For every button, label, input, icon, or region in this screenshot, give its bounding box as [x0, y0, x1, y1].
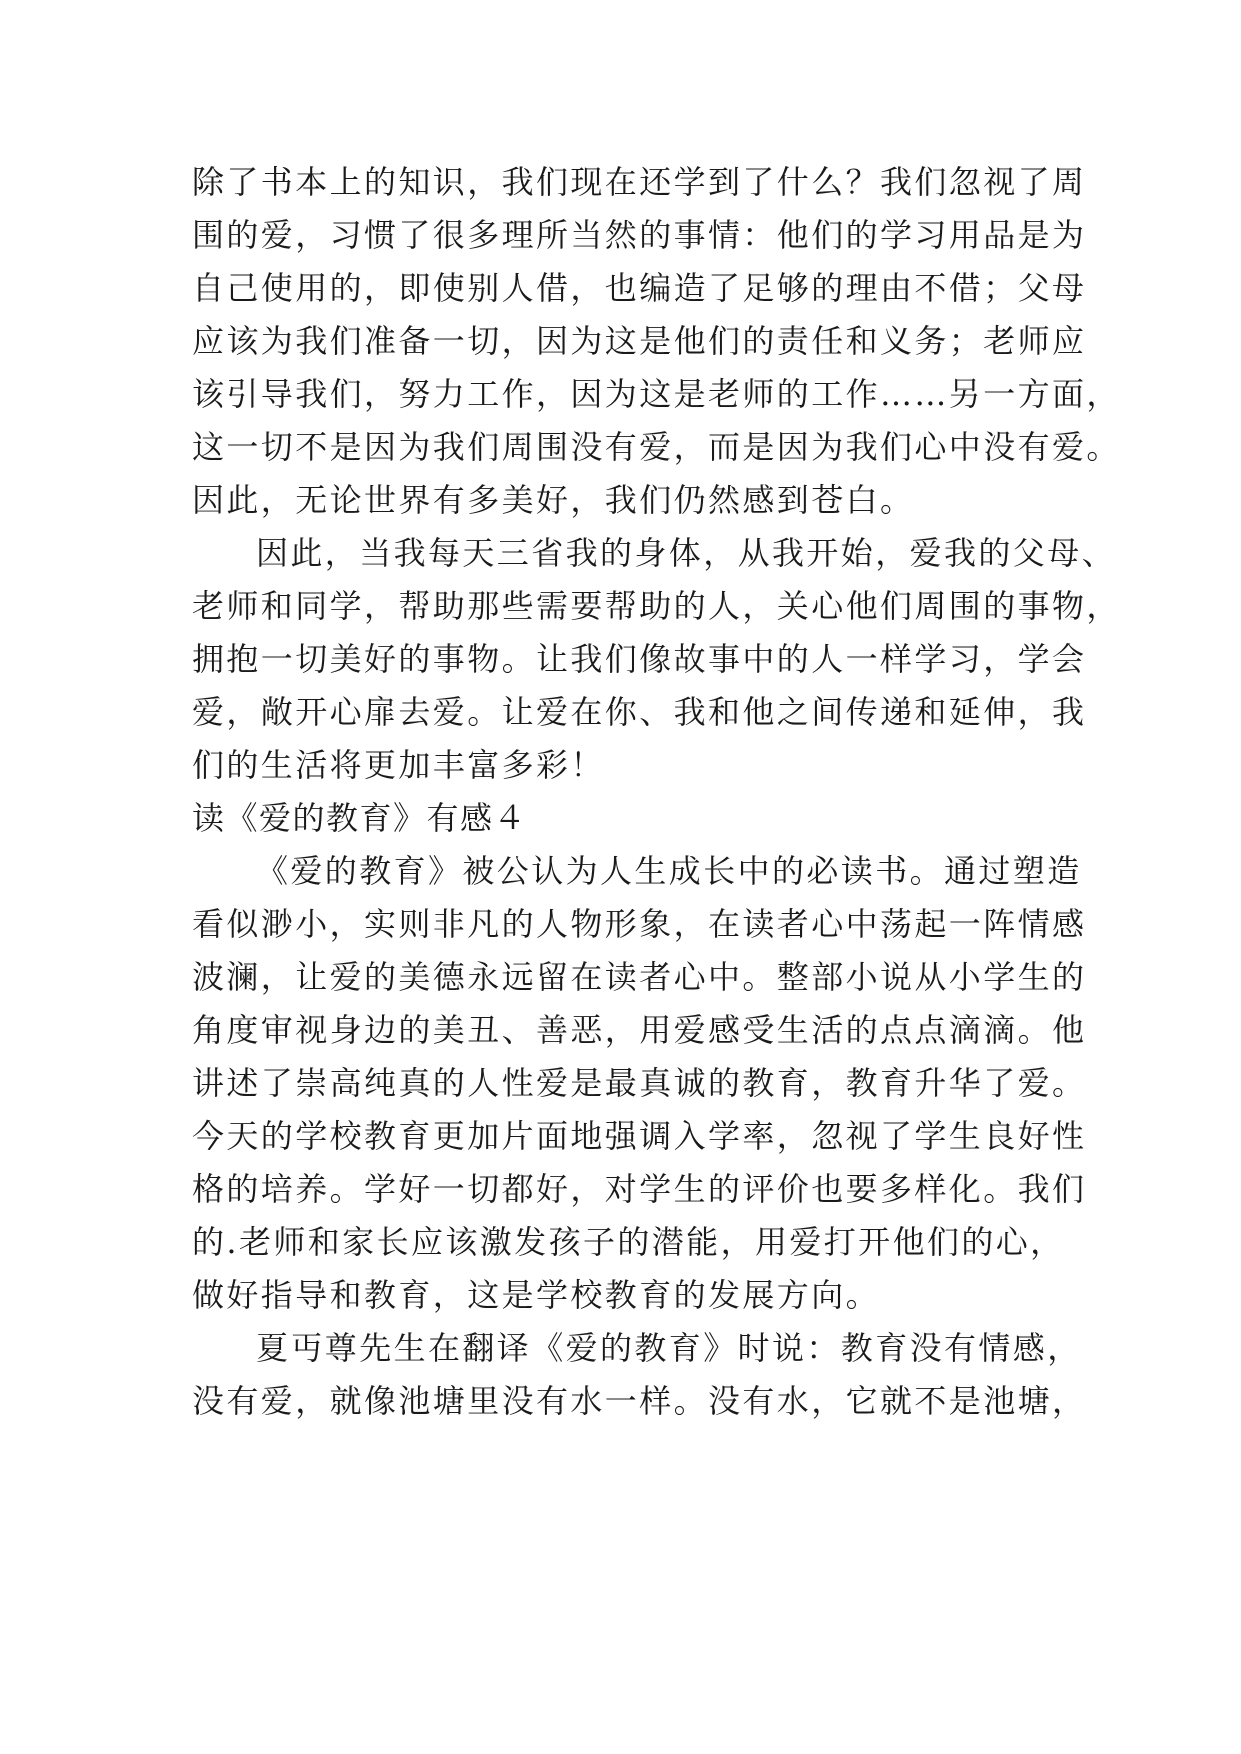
text-line: 看似渺小，实则非凡的人物形象，在读者心中荡起一阵情感	[192, 905, 1087, 943]
section-heading: 读《爱的教育》有感４	[192, 799, 528, 837]
text-line: 该引导我们，努力工作，因为这是老师的工作……另一方面，	[192, 375, 1121, 413]
text-line: 因此，当我每天三省我的身体，从我开始，爱我的父母、	[256, 534, 1117, 572]
text-line: 今天的学校教育更加片面地强调入学率，忽视了学生良好性	[192, 1117, 1087, 1155]
text-line: 因此，无论世界有多美好，我们仍然感到苍白。	[192, 481, 915, 519]
text-line: 围的爱，习惯了很多理所当然的事情：他们的学习用品是为	[192, 216, 1087, 254]
text-line: 夏丏尊先生在翻译《爱的教育》时说：教育没有情感，	[256, 1329, 1082, 1367]
text-line: 格的培养。学好一切都好，对学生的评价也要多样化。我们	[192, 1170, 1087, 1208]
text-line: 《爱的教育》被公认为人生成长中的必读书。通过塑造	[256, 852, 1082, 890]
text-line: 讲述了崇高纯真的人性爱是最真诚的教育，教育升华了爱。	[192, 1064, 1087, 1102]
text-line: 老师和同学，帮助那些需要帮助的人，关心他们周围的事物，	[192, 587, 1121, 625]
text-line: 波澜，让爱的美德永远留在读者心中。整部小说从小学生的	[192, 958, 1087, 996]
text-line: 没有爱，就像池塘里没有水一样。没有水，它就不是池塘，	[192, 1382, 1087, 1420]
text-line: 爱，敞开心扉去爱。让爱在你、我和他之间传递和延伸，我	[192, 693, 1087, 731]
text-line: 这一切不是因为我们周围没有爱，而是因为我们心中没有爱。	[192, 428, 1121, 466]
text-line: 拥抱一切美好的事物。让我们像故事中的人一样学习，学会	[192, 640, 1087, 678]
text-line: 做好指导和教育，这是学校教育的发展方向。	[192, 1276, 881, 1314]
text-line: 自己使用的，即使别人借，也编造了足够的理由不借；父母	[192, 269, 1087, 307]
text-line: 的.老师和家长应该激发孩子的潜能，用爱打开他们的心，	[192, 1223, 1065, 1261]
text-line: 们的生活将更加丰富多彩！	[192, 746, 605, 784]
text-line: 应该为我们准备一切，因为这是他们的责任和义务；老师应	[192, 322, 1087, 360]
text-line: 角度审视身边的美丑、善恶，用爱感受生活的点点滴滴。他	[192, 1011, 1087, 1049]
text-line: 除了书本上的知识，我们现在还学到了什么？我们忽视了周	[192, 163, 1087, 201]
